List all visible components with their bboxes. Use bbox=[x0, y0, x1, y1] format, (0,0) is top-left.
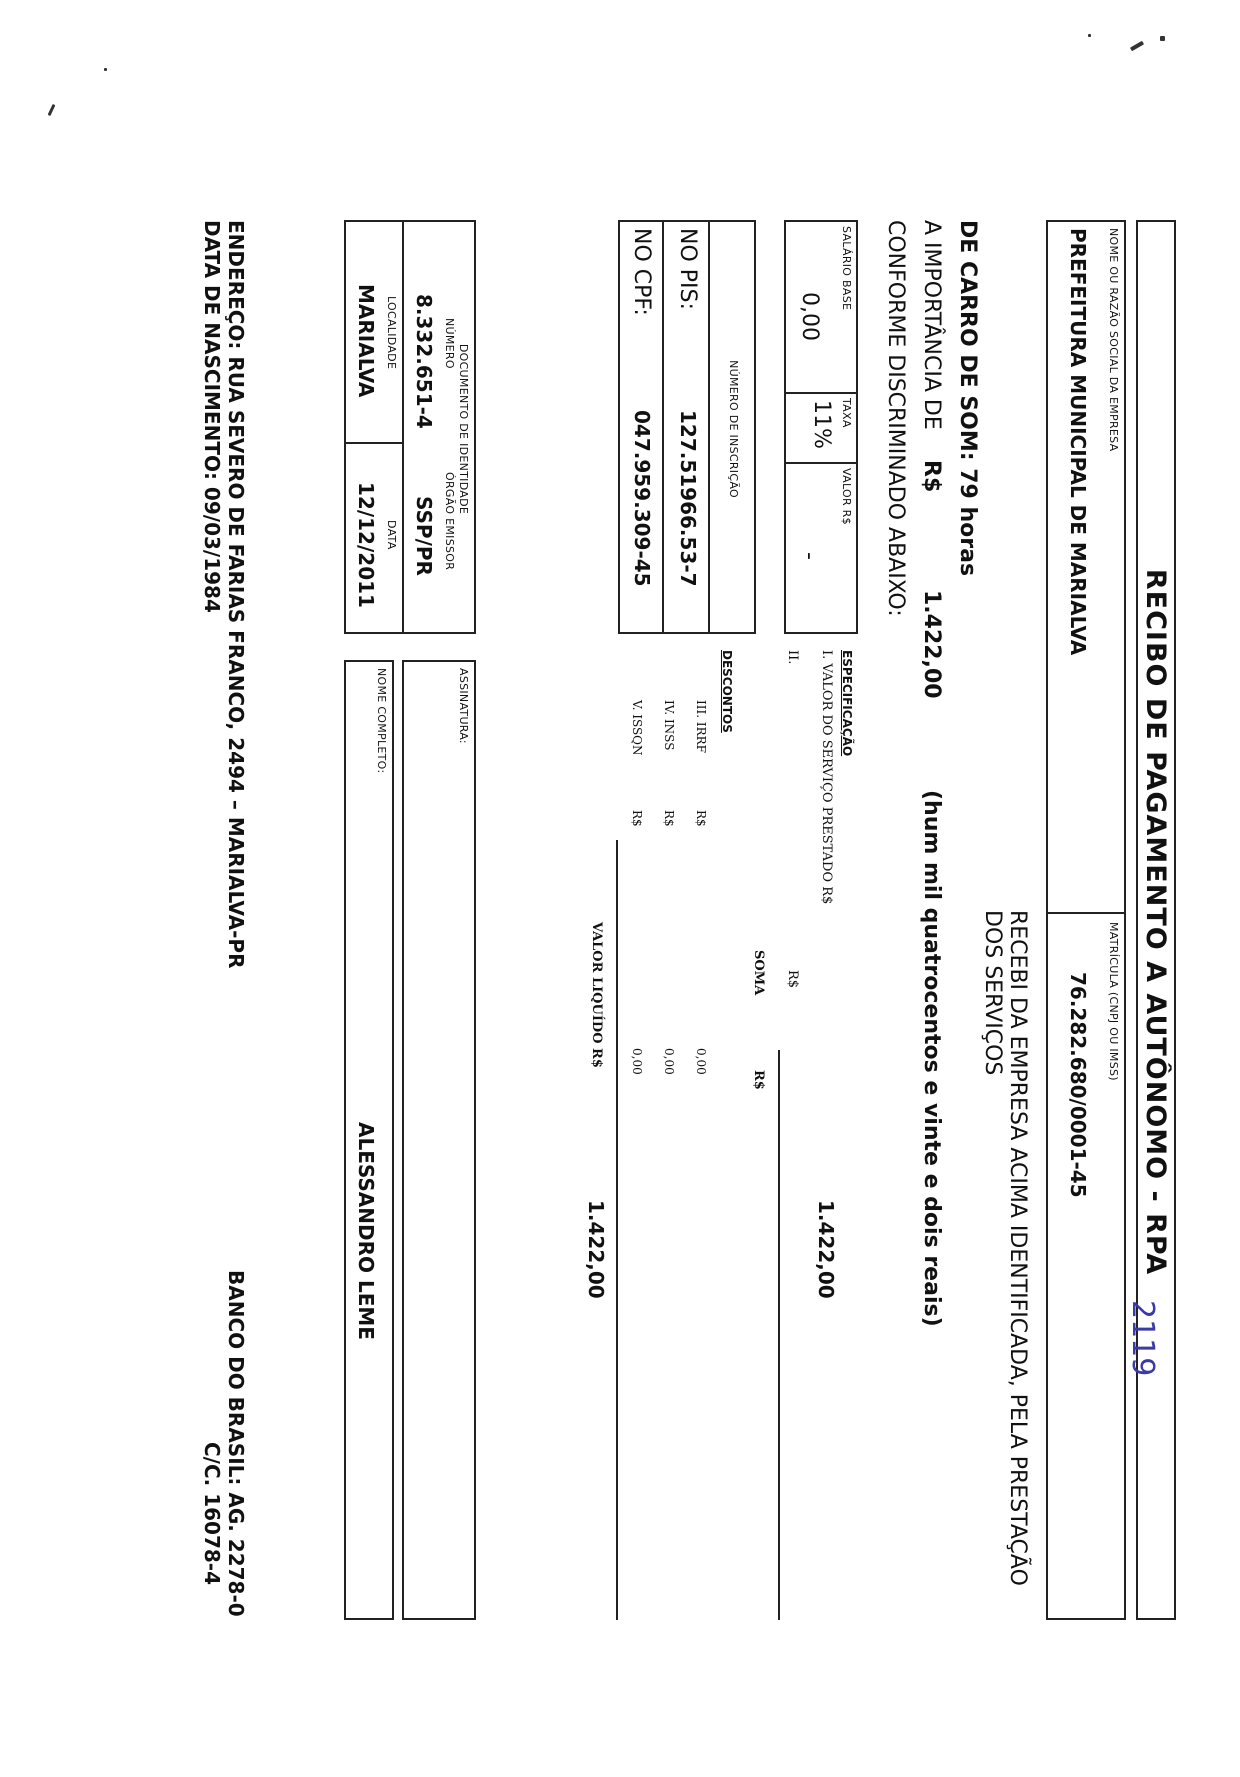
irrf-currency: R$ bbox=[694, 810, 708, 827]
liquido-label: VALOR LIQUÍDO R$ bbox=[589, 922, 604, 1068]
amount-in-words: (hum mil quatrocentos e vinte e dois reais) bbox=[919, 790, 944, 1327]
issqn-currency: R$ bbox=[630, 810, 644, 827]
orgao-label: ÓRGÃO EMISSOR bbox=[443, 472, 456, 571]
page-title: RECIBO DE PAGAMENTO A AUTÔNOMO - RPA bbox=[1140, 568, 1171, 1276]
identidade-vline bbox=[344, 442, 404, 444]
irrf-label: III. IRRF bbox=[694, 700, 708, 753]
amount-label: A IMPORTÂNCIA DE bbox=[919, 220, 944, 430]
pis-label: NO PIS: bbox=[675, 228, 700, 310]
amount-currency: R$ bbox=[919, 460, 944, 493]
scan-speck bbox=[104, 68, 107, 71]
inss-value: 0,00 bbox=[662, 1048, 676, 1075]
taxa-value: 11% bbox=[809, 400, 834, 449]
soma-label: SOMA bbox=[751, 950, 766, 996]
inss-divider-1 bbox=[784, 392, 856, 394]
total-line bbox=[616, 840, 618, 1620]
especificacao-header: ESPECIFICAÇÃO bbox=[840, 650, 854, 757]
cpf-label: NO CPF: bbox=[629, 228, 654, 316]
scan-speck bbox=[1130, 41, 1144, 51]
irrf-value: 0,00 bbox=[694, 1048, 708, 1075]
title-box bbox=[1136, 220, 1176, 1620]
numero-label: NÚMERO bbox=[443, 318, 456, 369]
localidade-label: LOCALIDADE bbox=[385, 296, 398, 370]
nome-completo-box bbox=[344, 660, 394, 1620]
item2-currency: R$ bbox=[785, 970, 800, 989]
inscricao-box bbox=[618, 220, 756, 634]
inss-label: IV. INSS bbox=[662, 700, 676, 751]
data-label: DATA bbox=[385, 520, 398, 550]
conforme-text: CONFORME DISCRIMINADO ABAIXO: bbox=[883, 220, 908, 617]
liquido-value: 1.422,00 bbox=[584, 1200, 608, 1299]
receipt-statement: RECEBI DA EMPRESA ACIMA IDENTIFICADA, PELA PRESTAÇÃO DOS SERVIÇOS bbox=[980, 910, 1030, 1586]
handwritten-page-number: 2119 bbox=[1125, 1300, 1160, 1377]
inscricao-hline-1 bbox=[708, 222, 710, 634]
identidade-box bbox=[344, 220, 476, 634]
banco: BANCO DO BRASIL: AG. 2278-0 bbox=[224, 1270, 248, 1617]
salario-base-label: SALÁRIO BASE bbox=[840, 226, 853, 311]
inss-currency: R$ bbox=[662, 810, 676, 827]
soma-currency: R$ bbox=[751, 1070, 766, 1090]
company-name-label: NOME OU RAZÃO SOCIAL DA EMPRESA bbox=[1107, 228, 1120, 452]
issqn-label: V. ISSQN bbox=[630, 700, 644, 756]
orgao-value: SSP/PR bbox=[412, 496, 436, 576]
receipt-document bbox=[196, 210, 1176, 1630]
assinatura-label: ASSINATURA: bbox=[457, 668, 470, 744]
nome-completo-label: NOME COMPLETO: bbox=[375, 668, 388, 774]
scan-speck bbox=[1160, 36, 1165, 41]
identidade-hline bbox=[402, 222, 404, 634]
conta-corrente: C/C. 16078-4 bbox=[200, 1442, 224, 1586]
amount-value: 1.422,00 bbox=[919, 590, 944, 699]
taxa-label: TAXA bbox=[840, 398, 853, 428]
subtotal-line bbox=[778, 1050, 780, 1620]
salario-base-value: 0,00 bbox=[797, 292, 822, 341]
scan-speck bbox=[48, 104, 56, 116]
assinatura-box bbox=[402, 660, 476, 1620]
issqn-value: 0,00 bbox=[630, 1048, 644, 1075]
scan-speck bbox=[1088, 34, 1091, 37]
data-value: 12/12/2011 bbox=[354, 482, 378, 608]
data-nascimento: DATA DE NASCIMENTO: 09/03/1984 bbox=[200, 220, 224, 613]
inscricao-header: NÚMERO DE INSCRIÇÃO bbox=[727, 360, 740, 498]
valor-value: - bbox=[797, 552, 822, 560]
item1-value: 1.422,00 bbox=[814, 1200, 838, 1299]
item1-label: I. VALOR DO SERVIÇO PRESTADO R$ bbox=[819, 650, 834, 905]
cnpj-label: MATRÍCULA (CNPJ OU IMSS) bbox=[1107, 922, 1120, 1081]
identidade-header: DOCUMENTO DE IDENTIDADE bbox=[457, 343, 470, 515]
cnpj-value: 76.282.680/0001-45 bbox=[1066, 972, 1090, 1198]
localidade-value: MARIALVA bbox=[354, 284, 378, 398]
valor-label: VALOR R$ bbox=[840, 468, 853, 525]
item2-label: II. bbox=[785, 650, 800, 665]
rg-number: 8.332.651-4 bbox=[412, 294, 436, 429]
descontos-header: DESCONTOS bbox=[720, 650, 734, 733]
cpf-value: 047.959.309-45 bbox=[630, 410, 654, 587]
inss-box bbox=[784, 220, 858, 634]
service-description: DE CARRO DE SOM: 79 horas bbox=[955, 220, 980, 577]
nome-completo-value: ALESSANDRO LEME bbox=[354, 1122, 378, 1340]
inscricao-hline-2 bbox=[662, 222, 664, 634]
inss-divider-2 bbox=[784, 462, 856, 464]
company-divider bbox=[1046, 912, 1124, 914]
pis-value: 127.51966.53-7 bbox=[676, 410, 700, 587]
company-name: PREFEITURA MUNICIPAL DE MARIALVA bbox=[1066, 228, 1090, 656]
company-box bbox=[1046, 220, 1126, 1620]
endereco: ENDEREÇO: RUA SEVERO DE FARIAS FRANCO, 2494 – MARIALVA-PR bbox=[224, 220, 248, 969]
